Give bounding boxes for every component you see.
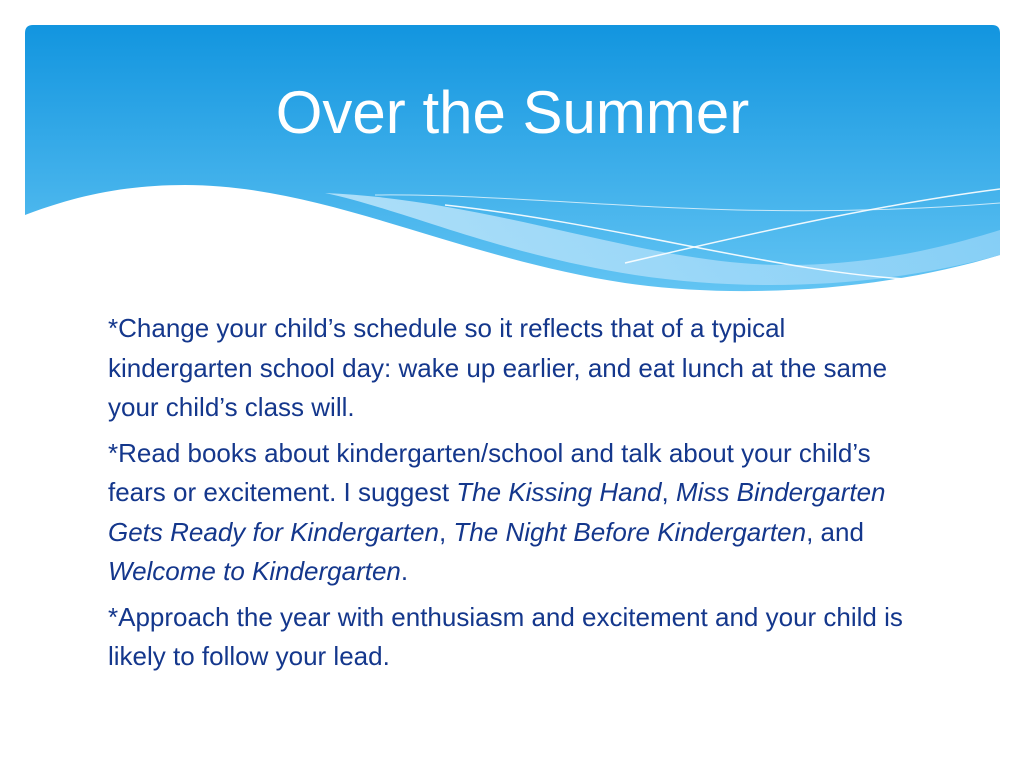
book-title: The Kissing Hand bbox=[456, 477, 662, 507]
paragraph-text: , bbox=[661, 477, 676, 507]
paragraph-books bbox=[108, 434, 908, 592]
book-title: The Night Before Kindergarten bbox=[453, 516, 807, 547]
paragraph-enthusiasm bbox=[108, 598, 908, 677]
slide-title: Over the Summer bbox=[275, 79, 750, 146]
wave-banner-graphic bbox=[25, 25, 1000, 295]
paragraph-text: *Read books about kindergarten/school and talk about your child’s fears or excitement. I suggest bbox=[108, 437, 871, 507]
paragraph-text: *Approach the year with enthusiasm and excitement and your child is likely to follow your lead. bbox=[108, 601, 903, 671]
paragraph-text: . bbox=[400, 556, 409, 586]
slide-body bbox=[108, 309, 908, 683]
book-title: Welcome to Kindergarten bbox=[108, 556, 401, 586]
title-banner bbox=[25, 25, 1000, 295]
paragraph-text: , bbox=[438, 516, 454, 547]
book-title: Miss Bindergarten Gets Ready for Kindergarten bbox=[108, 477, 886, 547]
paragraph-text: *Change your child’s schedule so it reflects that of a typical kindergarten school day: wake up earlier, and eat lunch at the same your child’s class will. bbox=[108, 313, 888, 422]
paragraph-schedule bbox=[108, 309, 908, 428]
paragraph-text: , and bbox=[806, 516, 864, 547]
